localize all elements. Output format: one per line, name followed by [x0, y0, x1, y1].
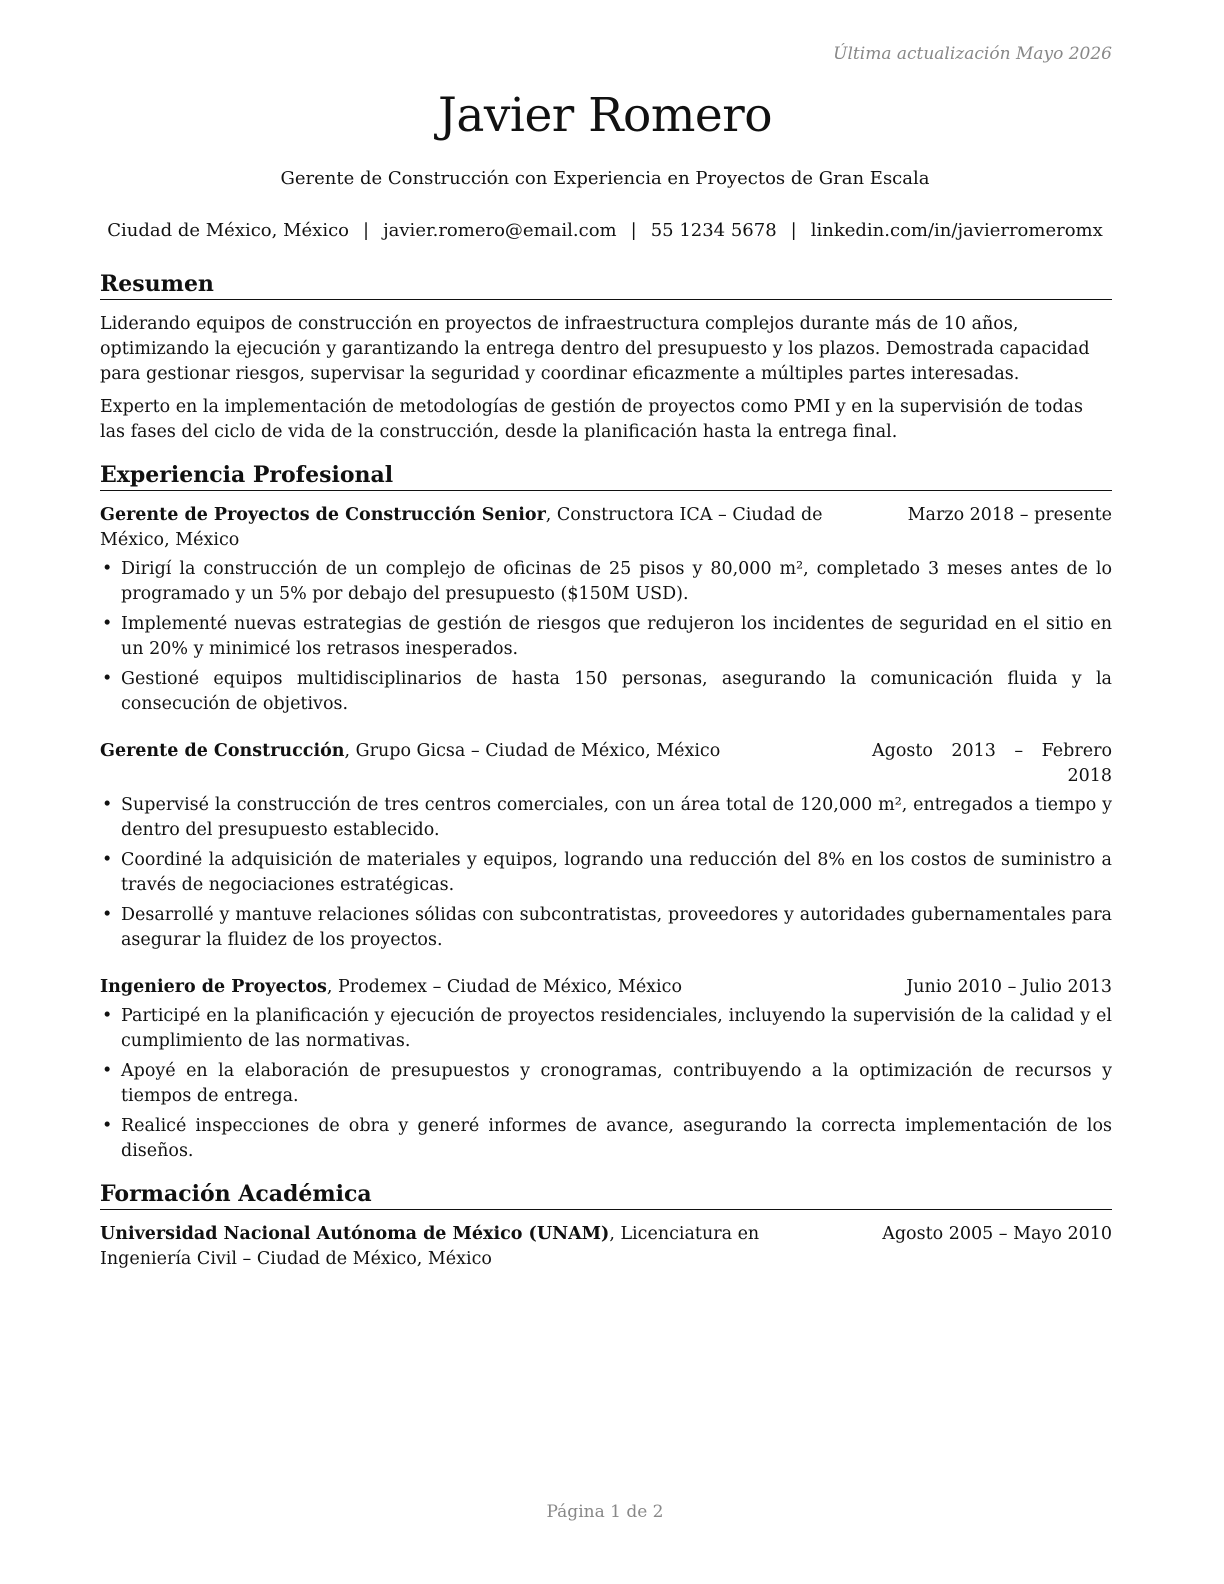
bullet-icon: •: [102, 1116, 113, 1136]
headline: Gerente de Construcción con Experiencia en Proyectos de Gran Escala: [280, 168, 930, 189]
candidate-name: Javier Romero: [438, 88, 772, 143]
list-item: [100, 612, 1112, 662]
job-entry: [100, 503, 1112, 717]
job-bullets: [100, 1004, 1112, 1164]
bullet-icon: •: [102, 559, 113, 579]
bullet-text: Supervisé la construcción de tres centros comerciales, con un área total de 120,000 m², entregados a tiempo y dentro del presupuesto establecido.: [121, 795, 1112, 840]
list-item: [100, 793, 1112, 843]
job-bullets: [100, 793, 1112, 953]
job-dates: Agosto 2013 – Febrero 2018: [872, 741, 1112, 786]
contact-separator: |: [790, 220, 797, 241]
job-header: [100, 503, 1112, 553]
job-org: , Constructora ICA – Ciudad de México, México: [100, 505, 823, 550]
bullet-text: Dirigí la construcción de un complejo de oficinas de 25 pisos y 80,000 m², completado 3 meses antes de lo programado y un 5% por debajo del presupuesto ($150M USD).: [121, 559, 1112, 604]
education-section: [100, 1180, 1112, 1272]
bullet-icon: •: [102, 1006, 113, 1026]
summary-paragraph: Liderando equipos de construcción en proyectos de infraestructura complejos durante más de 10 años, optimizando la ejecución y garantizando la entrega dentro del presupuesto y los plazos. Demostrada capacidad para gestionar riesgos, supervisar la seguridad y coordinar eficazmente a múltiples partes interesadas.: [100, 314, 1090, 384]
section-title-education: Formación Académica: [100, 1180, 1112, 1210]
bullet-text: Desarrollé y mantuve relaciones sólidas con subcontratistas, proveedores y autoridades gubernamentales para asegurar la fluidez de los proyectos.: [121, 905, 1112, 950]
list-item: [100, 1059, 1112, 1109]
bullet-text: Coordiné la adquisición de materiales y equipos, logrando una reducción del 8% en los costos de suministro a través de negociaciones estratégicas.: [121, 850, 1112, 895]
list-item: [100, 557, 1112, 607]
contact-email[interactable]: javier.romero@email.com: [383, 220, 617, 241]
job-title-line: [100, 503, 908, 553]
bullet-icon: •: [102, 669, 113, 689]
contact-separator: |: [363, 220, 370, 241]
section-title-experience: Experiencia Profesional: [100, 461, 1112, 491]
bullet-text: Implementé nuevas estrategias de gestión de riesgos que redujeron los incidentes de seguridad en el sitio en un 20% y minimicé los retrasos inesperados.: [121, 614, 1112, 659]
education-line: [100, 1222, 882, 1272]
contact-separator: |: [630, 220, 637, 241]
bullet-icon: •: [102, 614, 113, 634]
job-dates: Junio 2010 – Julio 2013: [906, 977, 1112, 997]
job-entry: [100, 739, 1112, 953]
job-role: Ingeniero de Proyectos: [100, 977, 327, 997]
experience-section: [100, 461, 1112, 1164]
summary-section: [100, 270, 1112, 445]
list-item: [100, 1114, 1112, 1164]
list-item: [100, 1004, 1112, 1054]
list-item: [100, 903, 1112, 953]
job-org: , Prodemex – Ciudad de México, México: [326, 977, 682, 997]
contact-linkedin[interactable]: linkedin.com/in/javierromeromx: [810, 220, 1103, 241]
education-entry: [100, 1222, 1112, 1272]
resume-content: [100, 270, 1112, 1288]
list-item: [100, 848, 1112, 898]
bullet-text: Apoyé en la elaboración de presupuestos y cronogramas, contribuyendo a la optimización de recursos y tiempos de entrega.: [121, 1061, 1112, 1106]
job-role: Gerente de Construcción: [100, 741, 345, 761]
bullet-text: Realicé inspecciones de obra y generé informes de avance, asegurando la correcta implementación de los diseños.: [121, 1116, 1112, 1161]
last-updated: Última actualización Mayo 2026: [833, 44, 1112, 64]
contact-location: Ciudad de México, México: [107, 220, 349, 241]
bullet-text: Gestioné equipos multidisciplinarios de hasta 150 personas, asegurando la comunicación fluida y la consecución de objetivos.: [121, 669, 1112, 714]
job-header: [100, 739, 1112, 789]
section-title-summary: Resumen: [100, 270, 1112, 300]
job-header: [100, 975, 1112, 1000]
job-org: , Grupo Gicsa – Ciudad de México, México: [344, 741, 721, 761]
job-bullets: [100, 557, 1112, 717]
job-role: Gerente de Proyectos de Construcción Senior: [100, 505, 546, 525]
job-entry: [100, 975, 1112, 1164]
summary-paragraph: Experto en la implementación de metodologías de gestión de proyectos como PMI y en la supervisión de todas las fases del ciclo de vida de la construcción, desde la planificación hasta la entrega final.: [100, 397, 1083, 442]
job-title-line: [100, 739, 872, 789]
bullet-icon: •: [102, 1061, 113, 1081]
list-item: [100, 667, 1112, 717]
bullet-icon: •: [102, 795, 113, 815]
bullet-text: Participé en la planificación y ejecución de proyectos residenciales, incluyendo la supervisión de la calidad y el cumplimiento de las normativas.: [121, 1006, 1112, 1051]
education-detail: , Licenciatura en Ingeniería Civil – Ciudad de México, México: [100, 1224, 760, 1269]
education-dates: Agosto 2005 – Mayo 2010: [882, 1224, 1112, 1244]
contact-line: [0, 220, 1210, 241]
page-number: Página 1 de 2: [546, 1502, 664, 1522]
job-title-line: [100, 975, 906, 1000]
bullet-icon: •: [102, 850, 113, 870]
bullet-icon: •: [102, 905, 113, 925]
education-school: Universidad Nacional Autónoma de México (UNAM): [100, 1224, 610, 1244]
contact-phone: 55 1234 5678: [650, 220, 777, 241]
job-dates: Marzo 2018 – presente: [907, 505, 1112, 525]
